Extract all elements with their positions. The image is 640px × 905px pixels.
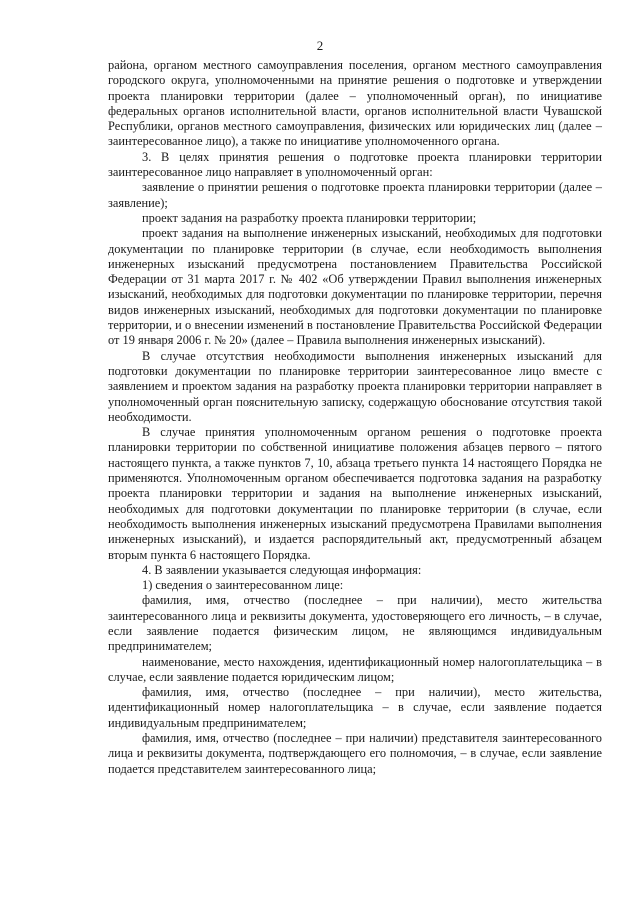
page-number: 2 xyxy=(316,38,324,53)
paragraph-no-survey-case: В случае отсутствия необходимости выполнения инженерных изысканий для подготовки документации по планировке территории заинтересованное лицо вместе с заявлением и проектом задания на разработку проекта планировки территории направляет в уполномоченный орган пояснительную записку, содержащую обоснование отсутствия такой необходимости. xyxy=(108,348,602,424)
paragraph-entrepreneur: фамилия, имя, отчество (последнее – при наличии), место жительства, идентификационный номер налогоплательщика – в случае, если заявление подается индивидуальным предпринимателем; xyxy=(108,685,602,730)
paragraph-individual: фамилия, имя, отчество (последнее – при наличии), место жительства заинтересованного лица и реквизиты документа, удостоверяющего его личность, – в случае, если заявление подается физическим лицом, не являющимся индивидуальным предпринимателем; xyxy=(108,593,602,654)
paragraph-planning-task: проект задания на разработку проекта планировки территории; xyxy=(142,210,477,225)
document-body xyxy=(108,58,602,777)
paragraph-own-initiative: В случае принятия уполномоченным органом решения о подготовке проекта планировки территории по собственной инициативе положения абзацев первого – пятого настоящего пункта, а также пунктов 7, 10, абзаца третьего пункта 14 настоящего Порядка не применяются. Уполномоченным органом обеспечивается подготовка задания на разработку проекта планировки территории и задания на выполнение инженерных изысканий, необходимых для подготовки документации по планировке территории (в случае, если необходимость выполнения инженерных изысканий предусмотрена Правилами выполнения инженерных изысканий), и издается распорядительный акт, предусмотренный абзацем вторым пункта 6 настоящего Порядка. xyxy=(108,425,602,562)
paragraph-representative: фамилия, имя, отчество (последнее – при наличии) представителя заинтересованного лица и реквизиты документа, подтверждающего его полномочия, – в случае, если заявление подается представителем заинтересованного лица; xyxy=(108,731,602,776)
paragraph-legal-entity: наименование, место нахождения, идентификационный номер налогоплательщика – в случае, если заявление подается юридическим лицом; xyxy=(108,654,602,684)
paragraph-subitem-1: 1) сведения о заинтересованном лице: xyxy=(142,578,344,593)
paragraph-application: заявление о принятии решения о подготовке проекта планировки территории (далее – заявление); xyxy=(108,180,602,210)
paragraph-continuation: района, органом местного самоуправления поселения, органом местного самоуправления городского округа, уполномоченными на принятие решения о подготовке и утверждении проекта планировки территории (далее – уполномоченный орган), по инициативе федеральных органов исполнительной власти, органов исполнительной власти Чувашской Республики, органов местного самоуправления, физических или юридических лиц (далее – заинтересованное лицо), а также по инициативе уполномоченного органа. xyxy=(108,58,602,149)
paragraph-item-4: 4. В заявлении указывается следующая информация: xyxy=(142,562,422,577)
paragraph-item-3: 3. В целях принятия решения о подготовке проекта планировки территории заинтересованное лицо направляет в уполномоченный орган: xyxy=(108,149,602,180)
paragraph-survey-task: проект задания на выполнение инженерных изысканий, необходимых для подготовки документации по планировке территории (в случае, если необходимость выполнения инженерных изысканий предусмотрена постановлением Правительства Российской Федерации от 31 марта 2017 г. № 402 «Об утверждении Правил выполнения инженерных изысканий, необходимых для подготовки документации по планировке территории, перечня видов инженерных изысканий, необходимых для подготовки документации по планировке территории, и о внесении изменений в постановление Правительства Российской Федерации от 19 января 2006 г. № 20» (далее – Правила выполнения инженерных изысканий). xyxy=(108,226,602,348)
